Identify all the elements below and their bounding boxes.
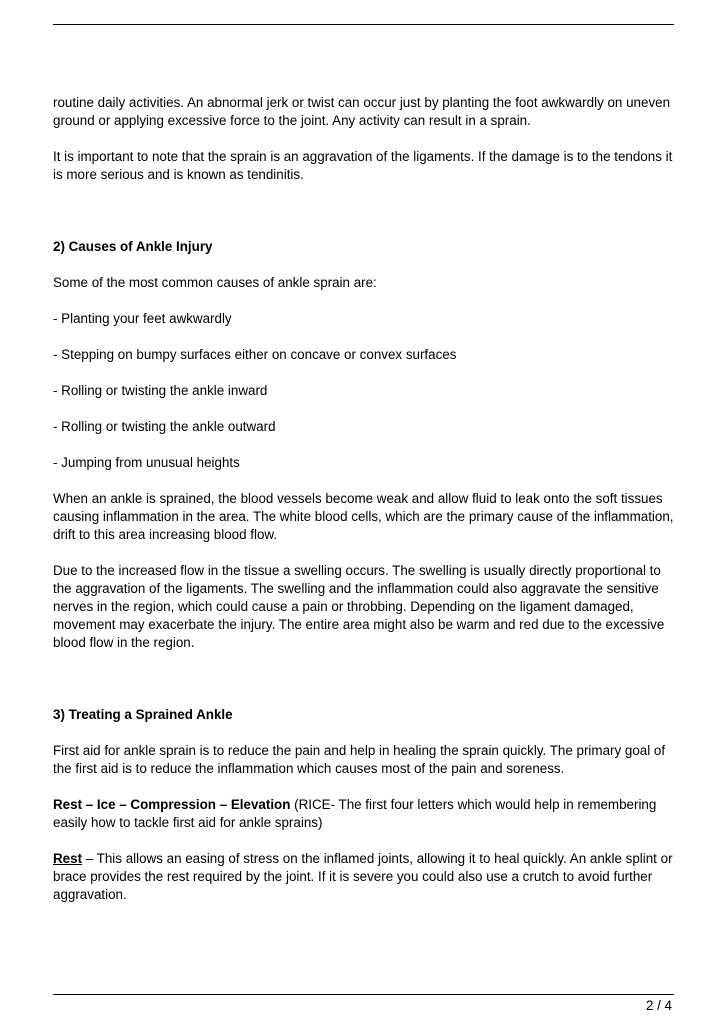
intro-paragraph-1: routine daily activities. An abnormal jerk or twist can occur just by planting the foot awkwardly on uneven ground or applying excessive force to the joint. Any activity can result in a sprain. <box>53 95 671 128</box>
cause-item-3: - Rolling or twisting the ankle inward <box>53 383 268 398</box>
footer-rule <box>53 994 674 995</box>
rice-paragraph <box>53 796 683 832</box>
page-number: 2 / 4 <box>645 998 672 1013</box>
section-2-paragraph-1: When an ankle is sprained, the blood vessels become weak and allow fluid to leak onto the soft tissues causing inflammation in the area. The white blood cells, which are the primary cause of the inflammation, drift to this area increasing blood flow. <box>53 491 674 542</box>
cause-item-4: - Rolling or twisting the ankle outward <box>53 419 276 434</box>
rice-bold-text: Rest – Ice – Compression – Elevation <box>53 797 291 812</box>
section-spacer <box>53 670 683 706</box>
header-rule <box>53 24 674 25</box>
section-2-heading: 2) Causes of Ankle Injury <box>53 239 213 254</box>
section-2-paragraph-2: Due to the increased flow in the tissue a swelling occurs. The swelling is usually directly proportional to the aggravation of the ligaments. The swelling and the inflammation could also aggravate the sensitive nerves in the region, which could cause a pain or throbbing. Depending on the ligament damaged, movement may exacerbate the injury. The entire area might also be warm and red due to the excessive blood flow in the region. <box>53 563 665 650</box>
rest-text: – This allows an easing of stress on the inflamed joints, allowing it to heal quickly. An ankle splint or brace provides the rest required by the joint. If it is severe you could also use a crutch to avoid further aggravation. <box>53 851 673 902</box>
cause-item-1: - Planting your feet awkwardly <box>53 311 232 326</box>
section-spacer <box>53 202 683 238</box>
section-3-intro: First aid for ankle sprain is to reduce the pain and help in healing the sprain quickly. The primary goal of the first aid is to reduce the inflammation which causes most of the pain and soreness. <box>53 743 666 776</box>
rice-explanation: (RICE- The first four letters which would help in remembering easily how to tackle first aid for ankle sprains) <box>53 797 657 830</box>
page-content <box>53 94 683 922</box>
cause-item-5: - Jumping from unusual heights <box>53 455 240 470</box>
rest-paragraph <box>53 850 683 904</box>
intro-paragraph-2: It is important to note that the sprain is an aggravation of the ligaments. If the damage is to the tendons it is more serious and is known as tendinitis. <box>53 149 673 182</box>
section-3-heading: 3) Treating a Sprained Ankle <box>53 707 233 722</box>
rest-label: Rest <box>53 851 83 866</box>
cause-item-2: - Stepping on bumpy surfaces either on concave or convex surfaces <box>53 347 457 362</box>
section-2-intro: Some of the most common causes of ankle sprain are: <box>53 275 377 290</box>
